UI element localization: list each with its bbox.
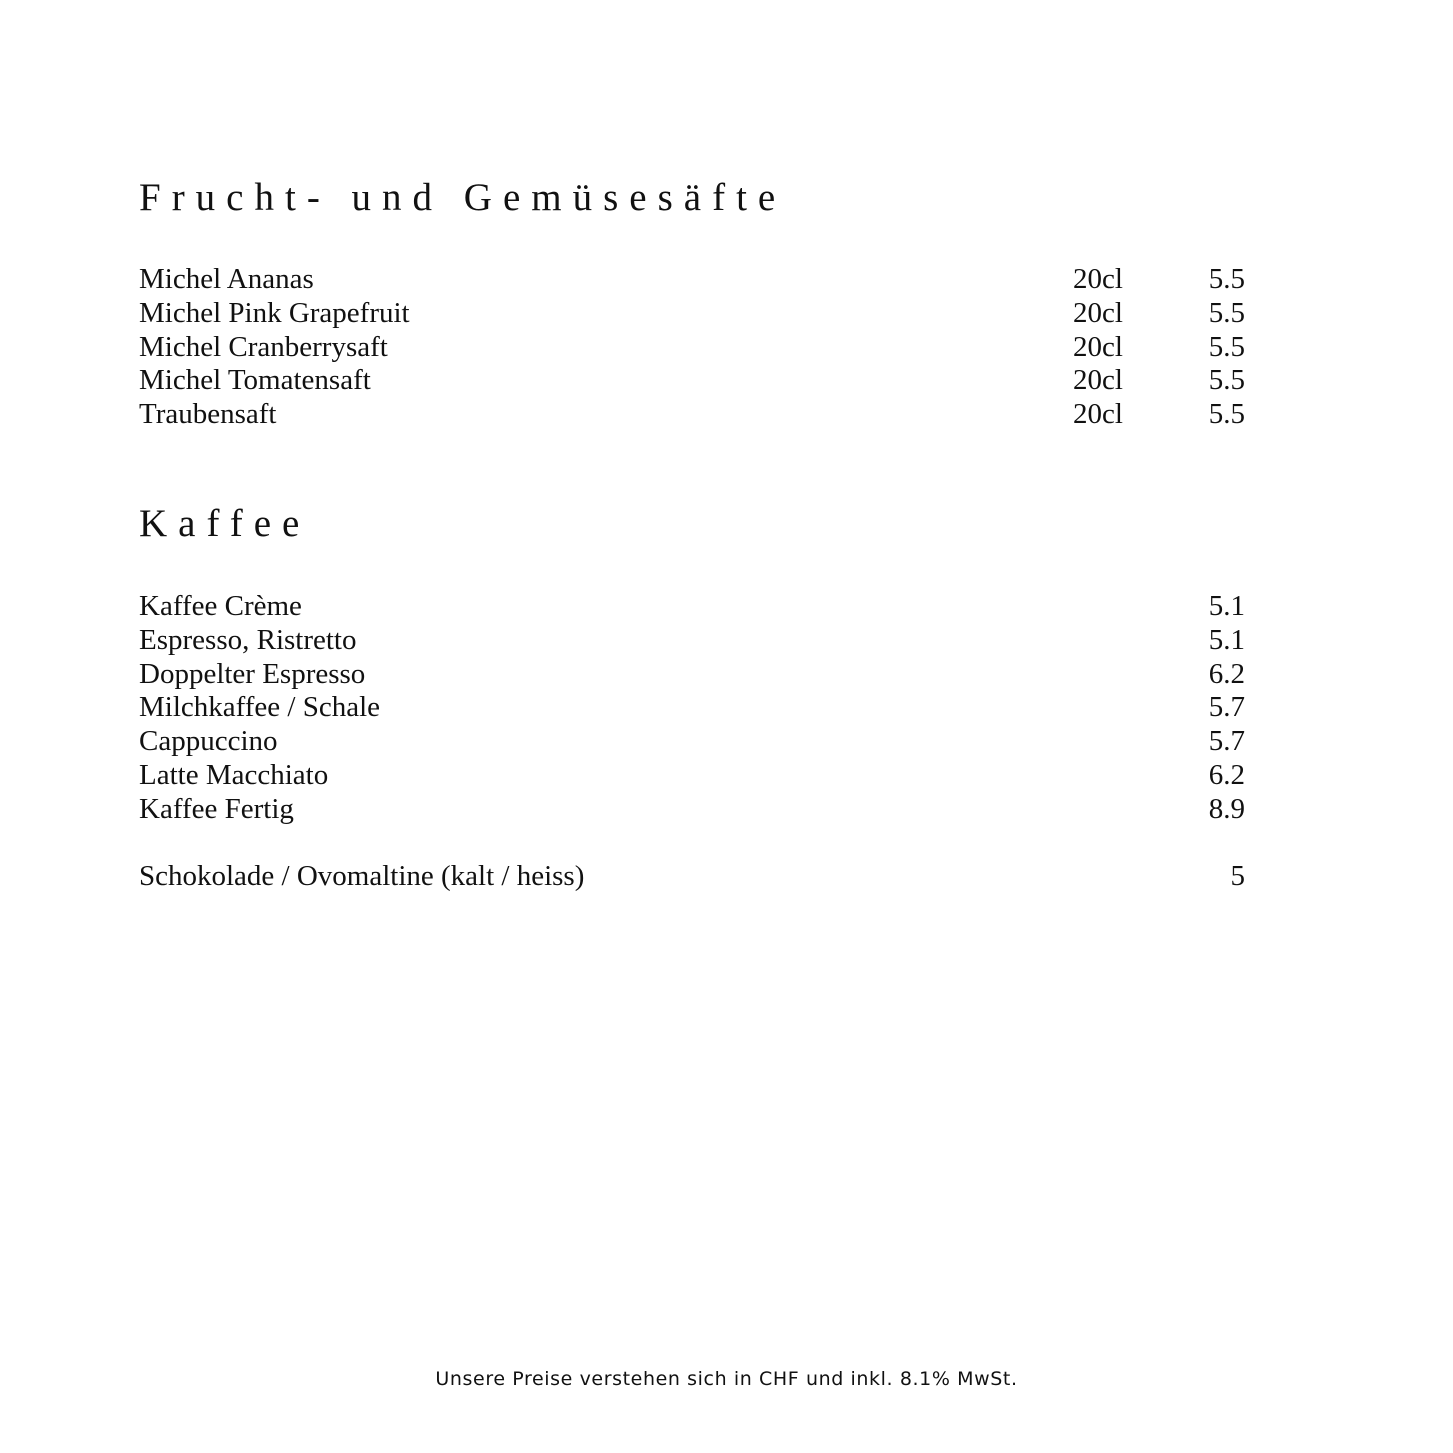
item-size: 20cl [1073,398,1123,431]
item-name: Schokolade / Ovomaltine (kalt / heiss) [139,860,585,892]
item-name: Michel Tomatensaft [139,364,371,397]
menu-item [139,691,1245,725]
item-name: Espresso, Ristretto [139,623,357,656]
menu-item [139,297,1245,331]
menu-item [139,759,1245,793]
menu-item [139,624,1245,658]
item-price: 5.7 [1208,725,1245,758]
menu-item [139,364,1245,398]
menu-item [139,658,1245,692]
item-name: Latte Macchiato [139,758,329,791]
item-price: 5.5 [1208,364,1245,397]
menu-item [139,331,1245,365]
item-name: Milchkaffee / Schale [139,691,381,724]
item-price: 5.5 [1208,296,1245,329]
menu-item [139,590,1245,624]
item-name: Kaffee Fertig [139,792,294,825]
item-name: Cappuccino [139,725,278,758]
price-note-footer: Unsere Preise verstehen sich in CHF und inkl. 8.1% MwSt. [435,1368,1018,1390]
item-name: Kaffee Crème [139,590,302,622]
menu-item [139,263,1245,297]
item-name: Michel Ananas [139,263,314,295]
item-price: 6.2 [1208,758,1245,791]
item-price: 5 [1230,860,1245,892]
item-price: 6.2 [1208,657,1245,690]
item-name: Doppelter Espresso [139,657,366,690]
item-size: 20cl [1073,364,1123,397]
menu-item [139,725,1245,759]
item-price: 5.1 [1208,590,1245,622]
item-price: 5.1 [1208,623,1245,656]
item-size: 20cl [1073,296,1123,329]
chocolate-list [139,860,1245,894]
menu-item [139,793,1245,827]
coffee-list [139,590,1245,827]
item-size: 20cl [1073,263,1123,295]
item-name: Michel Pink Grapefruit [139,296,410,329]
item-price: 5.5 [1208,263,1245,295]
section-title-coffee: Kaffee [139,502,311,545]
item-size: 20cl [1073,330,1123,363]
menu-item [139,860,1245,894]
item-name: Michel Cranberrysaft [139,330,388,363]
item-price: 5.7 [1208,691,1245,724]
item-price: 5.5 [1208,398,1245,431]
item-price: 5.5 [1208,330,1245,363]
menu-item [139,398,1245,432]
item-name: Traubensaft [139,398,277,431]
item-price: 8.9 [1208,792,1245,825]
section-title-fruit-juices: Frucht- und Gemüsesäfte [139,176,787,219]
fruit-juice-list [139,263,1245,432]
